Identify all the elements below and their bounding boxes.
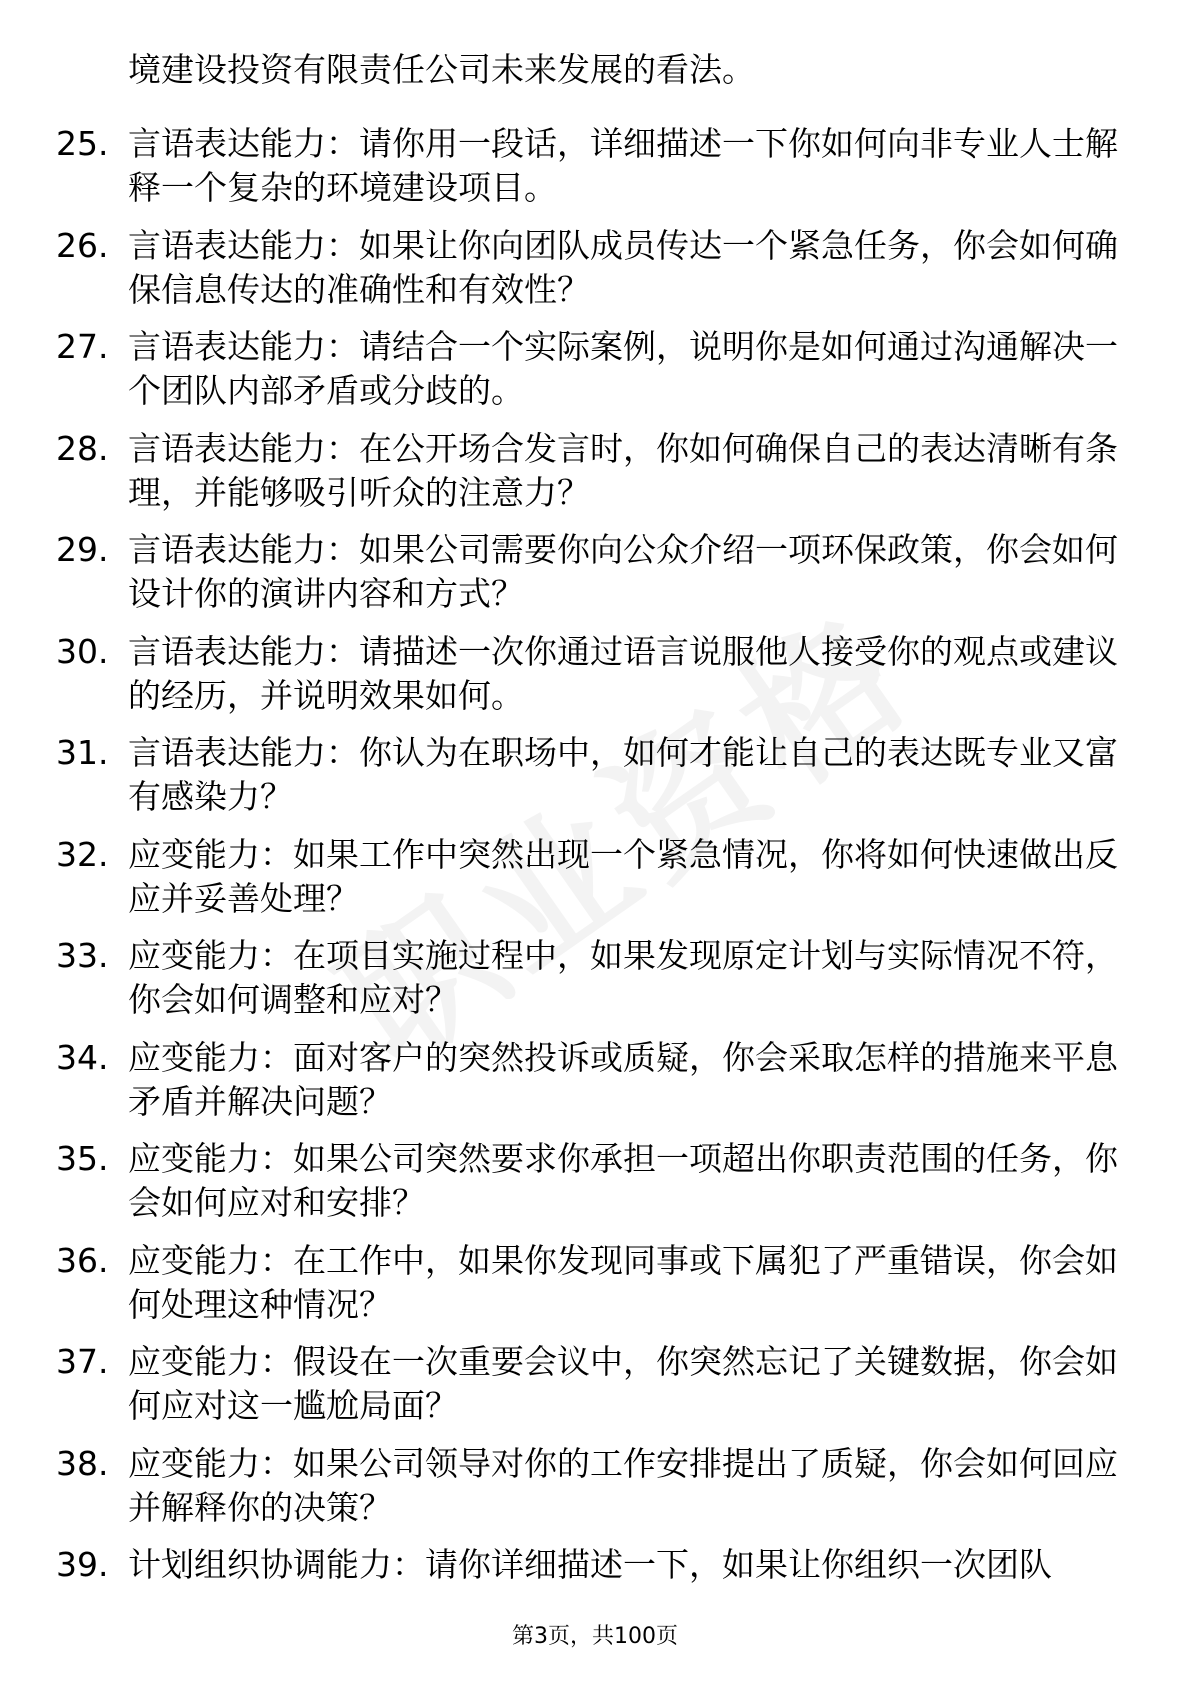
question-item (0, 630, 1190, 732)
question-item (0, 1137, 1190, 1239)
question-text: 应变能力：如果工作中突然出现一个紧急情况，你将如何快速做出反应并妥善处理？ (128, 834, 1118, 918)
question-number: 25. (56, 124, 109, 163)
question-item (0, 528, 1190, 630)
question-number: 33. (56, 936, 109, 975)
question-item (0, 427, 1190, 529)
question-number: 28. (56, 428, 109, 468)
question-text: 言语表达能力：请你用一段话，详细描述一下你如何向非专业人士解释一个复杂的环境建设项目。 (128, 124, 1118, 207)
question-number: 35. (56, 1139, 109, 1178)
question-text: 言语表达能力：如果让你向团队成员传达一个紧急任务，你会如何确保信息传达的准确性和有效性？ (128, 225, 1118, 309)
question-list (0, 122, 1190, 1645)
question-item (0, 224, 1190, 326)
question-number: 38. (56, 1443, 109, 1483)
question-number: 32. (56, 834, 109, 874)
question-text: 应变能力：如果公司突然要求你承担一项超出你职责范围的任务，你会如何应对和安排？ (128, 1139, 1118, 1222)
question-item (0, 833, 1190, 935)
question-text: 言语表达能力：请描述一次你通过语言说服他人接受你的观点或建议的经历，并说明效果如何。 (128, 631, 1118, 715)
question-number: 34. (56, 1037, 109, 1077)
question-number: 27. (56, 327, 109, 366)
question-text: 应变能力：在项目实施过程中，如果发现原定计划与实际情况不符，你会如何调整和应对？ (128, 936, 1118, 1019)
question-number: 31. (56, 733, 109, 772)
question-text: 言语表达能力：如果公司需要你向公众介绍一项环保政策，你会如何设计你的演讲内容和方式？ (128, 530, 1118, 613)
question-text: 应变能力：假设在一次重要会议中，你突然忘记了关键数据，你会如何应对这一尴尬局面？ (128, 1342, 1118, 1425)
question-item (0, 325, 1190, 427)
question-item (0, 1442, 1190, 1544)
question-number: 29. (56, 530, 109, 569)
question-item (0, 1036, 1190, 1138)
question-number: 39. (56, 1545, 109, 1584)
question-text: 言语表达能力：在公开场合发言时，你如何确保自己的表达清晰有条理，并能够吸引听众的注意力？ (128, 428, 1118, 512)
question-item (0, 1239, 1190, 1341)
question-text: 言语表达能力：你认为在职场中，如何才能让自己的表达既专业又富有感染力？ (128, 733, 1118, 816)
continuation-text: 境建设投资有限责任公司未来发展的看法。 (128, 50, 755, 89)
question-item (0, 731, 1190, 833)
question-number: 36. (56, 1240, 109, 1280)
page-footer: 第3页，共100页 (512, 1624, 678, 1649)
question-number: 30. (56, 631, 109, 671)
question-item (0, 934, 1190, 1036)
question-text: 计划组织协调能力：请你详细描述一下，如果让你组织一次团队 (128, 1545, 1052, 1584)
question-text: 应变能力：面对客户的突然投诉或质疑，你会采取怎样的措施来平息矛盾并解决问题？ (128, 1037, 1118, 1121)
question-number: 37. (56, 1342, 109, 1381)
question-item (0, 122, 1190, 224)
question-text: 应变能力：如果公司领导对你的工作安排提出了质疑，你会如何回应并解释你的决策？ (128, 1443, 1118, 1527)
question-number: 26. (56, 225, 109, 265)
question-text: 言语表达能力：请结合一个实际案例，说明你是如何通过沟通解决一个团队内部矛盾或分歧的。 (128, 327, 1118, 410)
question-item (0, 1340, 1190, 1442)
question-text: 应变能力：在工作中，如果你发现同事或下属犯了严重错误，你会如何处理这种情况？ (128, 1240, 1118, 1324)
